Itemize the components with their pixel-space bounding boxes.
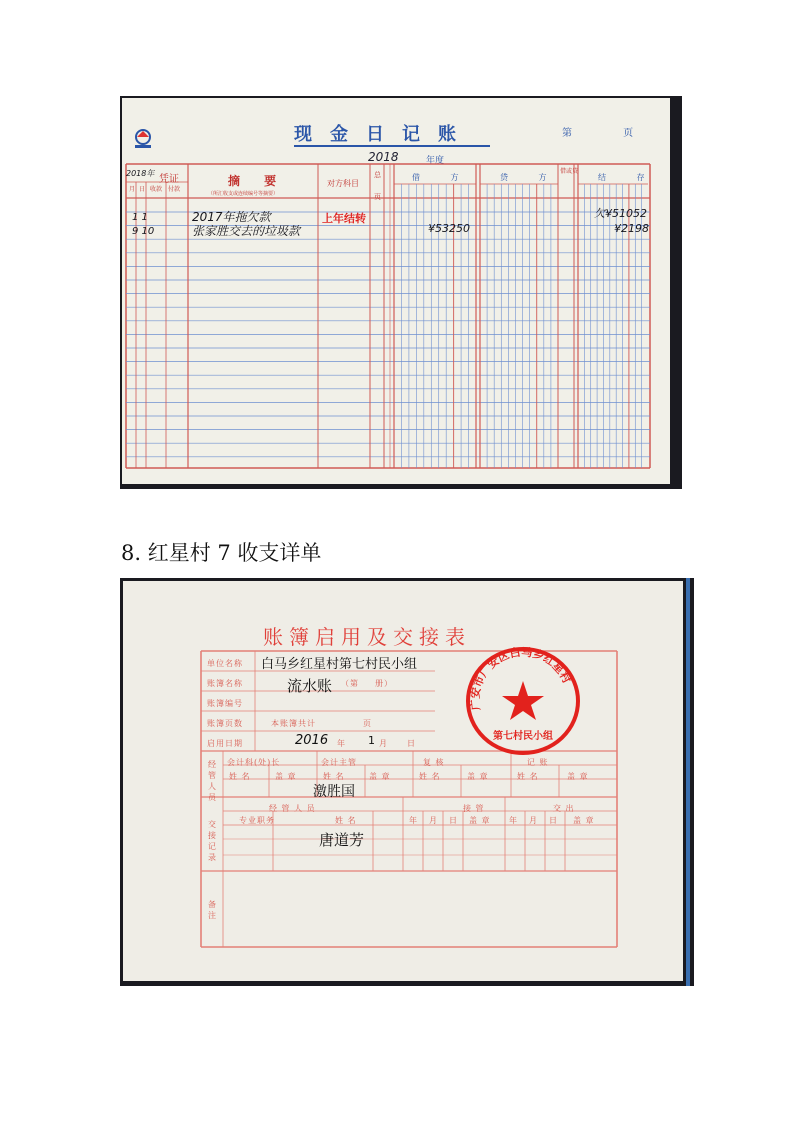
unit-name-label: 单位名称 [207,659,243,668]
row1-date: 1 1 [132,212,148,223]
debit-header: 借 方 [412,173,473,182]
summary-note: （所汇收支或连续编号等摘要） [208,191,279,197]
form-title: 账簿启用及交接表 [263,625,471,649]
accounting-chief-label: 会计科(处)长 [227,758,281,767]
seal-col-1: 盖 章 [275,772,297,781]
volume-suffix: 册） [375,679,393,688]
ledger-total-header: 总 [374,171,381,179]
dir-header: 借或贷 [560,168,579,175]
payment-header: 付款 [168,186,181,193]
book-name-label: 账簿名称 [207,679,243,688]
takeover-day: 日 [449,816,458,825]
handler-name-value: 唐道芳 [319,831,365,849]
pages-unit: 页 [363,719,372,728]
ledger-year: 2018 [368,150,399,164]
page-number-label: 第 页 [562,128,658,139]
seal-star-icon [502,681,544,720]
start-year-label: 年 [337,739,346,748]
ledger-photo [120,96,682,489]
handed-label: 交 出 [553,804,575,813]
start-date-label: 启用日期 [207,739,243,748]
ledger-title: 现金日记账 [294,124,474,145]
seal-col-2: 盖 章 [369,772,391,781]
bookkeeping-label: 记 账 [527,758,549,767]
credit-header: 贷 方 [500,173,561,182]
month-header: 月 [129,186,136,193]
handed-year: 年 [509,816,518,825]
seal-bottom-text: 第七村民小组 [493,731,553,742]
takeover-seal: 盖 章 [469,816,491,825]
row1-balance: 欠¥51052 [594,207,647,220]
handover-photo [120,578,694,986]
pages-text: 本账簿共计 [271,719,316,728]
handed-month: 月 [529,816,538,825]
handover-page [123,581,683,981]
section-heading: 8. 红星村 7 收支详单 [121,541,322,565]
handler-label: 经 管 人 员 [269,804,316,813]
start-year-value: 2016 [295,733,329,748]
takeover-label: 接 管 [463,804,485,813]
name-col-4: 姓 名 [517,772,539,781]
handover-record-label: 交接记录 [208,820,216,862]
year-margin-note: 2018年 [126,169,155,178]
name-col-1: 姓 名 [229,772,251,781]
row1-carryover-stamp: 上年结转 [322,212,366,225]
takeover-year: 年 [409,816,418,825]
accounting-head-label: 会计主管 [321,758,357,767]
summary-header: 摘 要 [228,174,287,188]
takeover-month: 月 [429,816,438,825]
handed-seal: 盖 章 [573,816,595,825]
start-month-label: 月 [379,739,388,748]
remarks-label: 备 注 [208,900,216,920]
bookkeeper-name: 激胜国 [313,784,355,800]
row2-balance: ¥2198 [614,222,649,235]
row1-summary: 2017年拖欠款 [192,210,271,224]
handover-grid [123,581,683,981]
start-month-value: 1 [368,734,375,747]
name-col-3: 姓 名 [419,772,441,781]
row2-date: 9 10 [132,226,155,237]
ledger-page-header: 页 [374,193,381,201]
book-name-value: 流水账 [287,677,333,695]
seal-col-4: 盖 章 [567,772,589,781]
book-edge [686,578,690,986]
seal-ring-text: 广安市广安区白马乡红星村 [468,645,574,711]
unit-name-value: 白马乡红星村第七村民小组 [261,657,418,672]
receipt-header: 收款 [150,186,163,193]
ledger-grid [122,98,670,484]
seal-col-3: 盖 章 [467,772,489,781]
day-header: 日 [139,186,146,193]
balance-header: 结 存 [598,173,659,182]
book-pages-label: 账簿页数 [207,719,243,728]
ledger-page [122,98,670,484]
handler-name-label: 姓 名 [335,816,357,825]
review-label: 复 核 [423,758,445,767]
row2-summary: 张家胜交去的垃圾款 [192,224,301,238]
managers-label: 经管人员 [208,760,216,802]
volume-prefix: （第 [341,679,359,688]
name-col-2: 姓 名 [323,772,345,781]
voucher-header: 凭证 [159,174,179,185]
start-day-label: 日 [407,739,416,748]
counter-account-header: 对方科目 [327,179,359,188]
row2-debit: ¥53250 [428,222,470,235]
official-seal [461,643,585,759]
book-no-label: 账簿编号 [207,699,243,708]
handler-title-label: 专业职务 [239,816,275,825]
handed-day: 日 [549,816,558,825]
ledger-year-suffix: 年度 [426,156,445,166]
